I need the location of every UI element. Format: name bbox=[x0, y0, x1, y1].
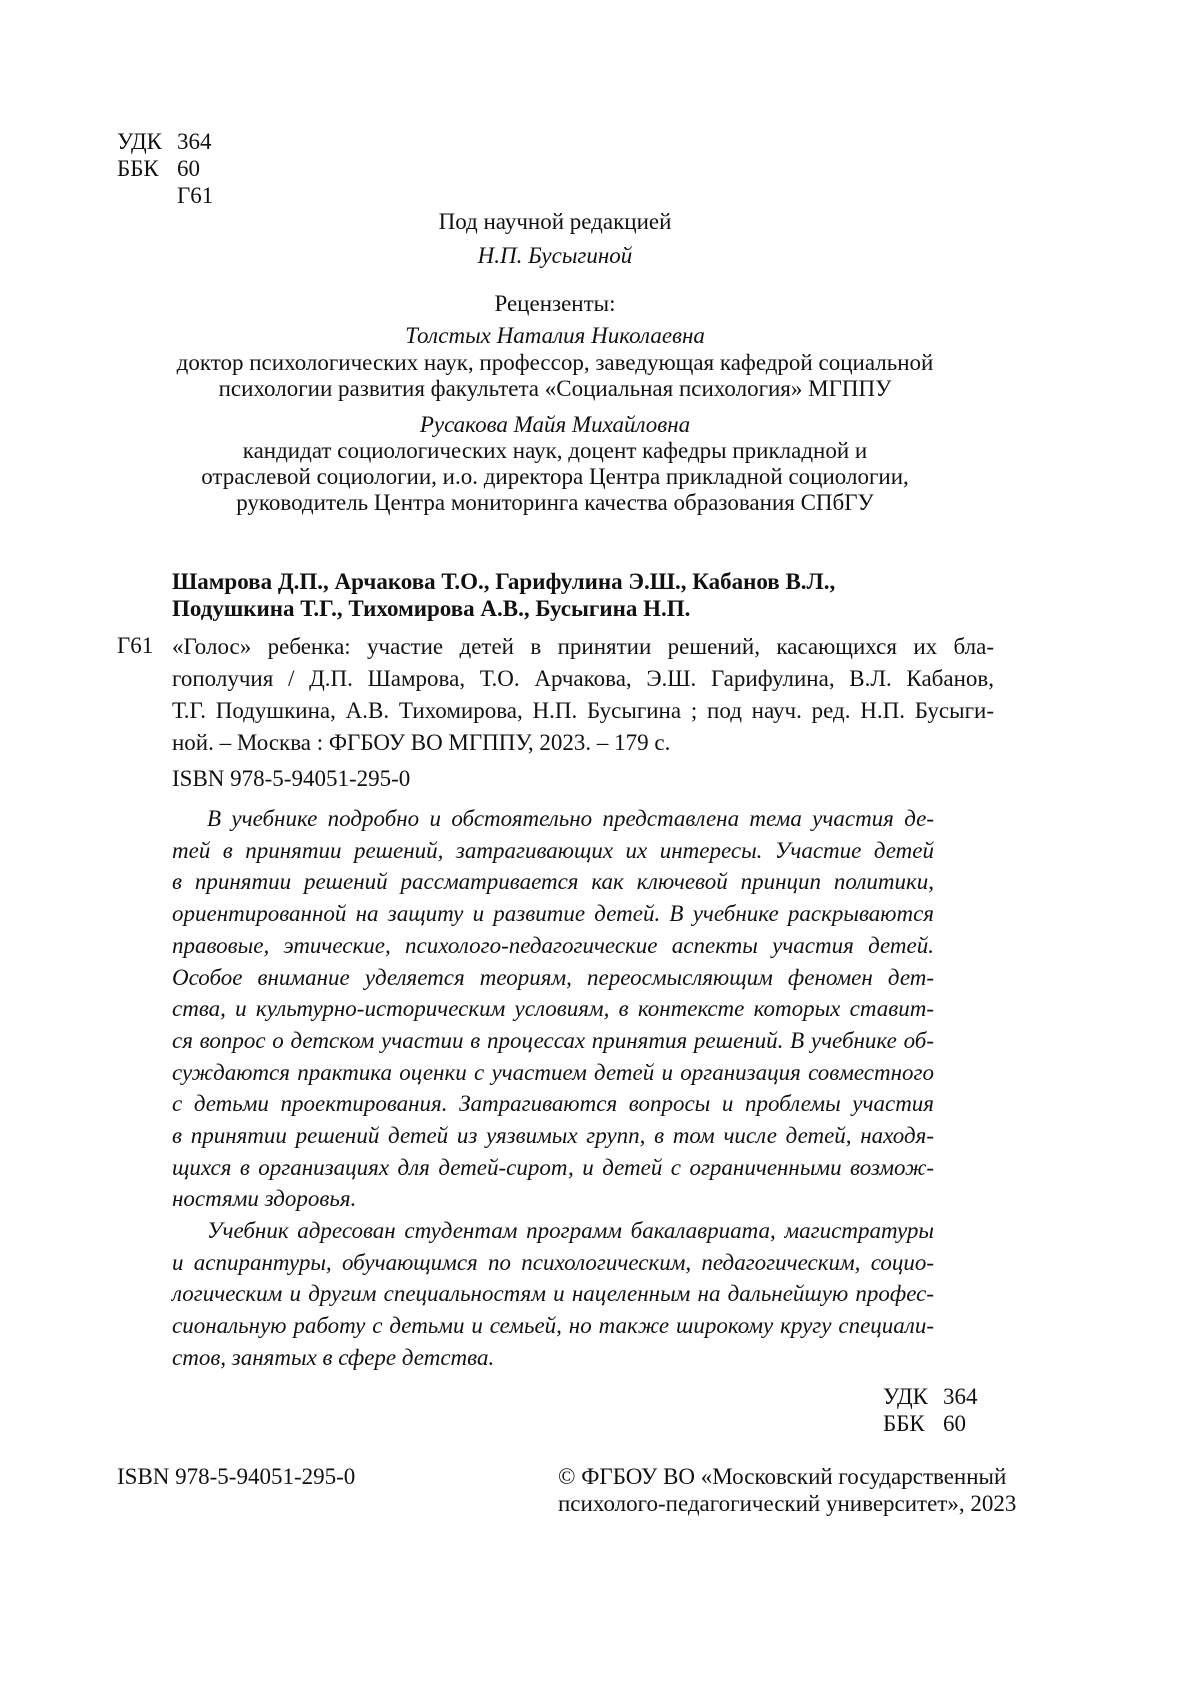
annotation-line: правовые, этические, психолого-педагогические аспекты участия детей. bbox=[172, 933, 934, 958]
annotation-line: суждаются практика оценки с участием детей и организация совместного bbox=[172, 1060, 934, 1085]
reviewer-name: Русакова Майя Михайловна bbox=[419, 412, 691, 437]
annotation-line: логическим и другим специальностям и нацеленным на дальнейшую профес- bbox=[172, 1281, 934, 1306]
bibliographic-mark: Г61 bbox=[117, 633, 154, 658]
bibliographic-line: Т.Г. Подушкина, А.В. Тихомирова, Н.П. Бусыгина ; под науч. ред. Н.П. Бусыги- bbox=[172, 698, 994, 723]
annotation-line: в принятии решений рассматривается как ключевой принцип политики, bbox=[172, 869, 934, 894]
copyright-line: психолого-педагогический университет», 2023 bbox=[558, 1491, 1017, 1516]
annotation-line: Учебник адресован студентам программ бакалавриата, магистратуры bbox=[207, 1218, 934, 1243]
footer-bbk-code: ББК 60 bbox=[883, 1411, 966, 1436]
annotation-line: стов, занятых в сфере детства. bbox=[172, 1345, 495, 1370]
footer-isbn: ISBN 978-5-94051-295-0 bbox=[117, 1464, 356, 1489]
isbn-entry: ISBN 978-5-94051-295-0 bbox=[172, 766, 411, 791]
reviewer-credentials-line: отраслевой социологии, и.о. директора Центра прикладной социологии, bbox=[201, 464, 909, 489]
annotation-line: сиональную работу с детьми и семьей, но также широкому кругу специали- bbox=[172, 1313, 934, 1338]
reviewer-name: Толстых Наталия Николаевна bbox=[405, 323, 705, 348]
authors-line: Подушкина Т.Г., Тихомирова А.В., Бусыгина Н.П. bbox=[172, 596, 691, 621]
annotation-line: щихся в организациях для детей-сирот, и детей с ограниченными возмож- bbox=[172, 1155, 934, 1180]
bbk-code: ББК 60 bbox=[117, 156, 200, 181]
reviewer-credentials-line: руководитель Центра мониторинга качества образования СПбГУ bbox=[236, 490, 874, 515]
udk-code: УДК 364 bbox=[117, 129, 212, 154]
bibliographic-line: ной. – Москва : ФГБОУ ВО МГППУ, 2023. – 179 с. bbox=[172, 730, 671, 755]
annotation-line: с детьми проектирования. Затрагиваются вопросы и проблемы участия bbox=[172, 1091, 934, 1116]
reviewer-credentials-line: доктор психологических наук, профессор, заведующая кафедрой социальной bbox=[176, 350, 934, 375]
annotation-line: Особое внимание уделяется теориям, переосмысляющим феномен дет- bbox=[172, 965, 934, 990]
annotation-line: тей в принятии решений, затрагивающих их интересы. Участие детей bbox=[172, 838, 934, 863]
reviewer-credentials-line: психологии развития факультета «Социальная психология» МГППУ bbox=[218, 376, 892, 401]
annotation-line: ориентированной на защиту и развитие детей. В учебнике раскрываются bbox=[172, 901, 934, 926]
author-mark: Г61 bbox=[177, 183, 214, 208]
annotation-line: в принятии решений детей из уязвимых групп, в том числе детей, находя- bbox=[172, 1123, 934, 1148]
annotation-line: В учебнике подробно и обстоятельно представлена тема участия де- bbox=[207, 806, 934, 831]
annotation-line: ся вопрос о детском участии в процессах принятия решений. В учебнике об- bbox=[172, 1028, 934, 1053]
authors-line: Шамрова Д.П., Арчакова Т.О., Гарифулина Э.Ш., Кабанов В.Л., bbox=[172, 569, 836, 594]
bibliographic-line: «Голос» ребенка: участие детей в принятии решений, касающихся их бла- bbox=[172, 634, 994, 659]
copyright-line: © ФГБОУ ВО «Московский государственный bbox=[558, 1464, 1007, 1489]
reviewer-credentials-line: кандидат социологических наук, доцент кафедры прикладной и bbox=[242, 438, 868, 463]
editor-name: Н.П. Бусыгиной bbox=[477, 243, 633, 268]
editor-heading: Под научной редакцией bbox=[438, 209, 672, 234]
footer-udk-code: УДК 364 bbox=[883, 1384, 978, 1409]
annotation-line: ностями здоровья. bbox=[172, 1186, 357, 1211]
reviewers-heading: Рецензенты: bbox=[494, 291, 616, 316]
annotation-line: ства, и культурно-историческим условиям, в контексте которых ставит- bbox=[172, 996, 934, 1021]
bibliographic-line: гополучия / Д.П. Шамрова, Т.О. Арчакова, Э.Ш. Гарифулина, В.Л. Кабанов, bbox=[172, 666, 994, 691]
annotation-line: и аспирантуры, обучающимся по психологическим, педагогическим, социо- bbox=[172, 1250, 934, 1275]
